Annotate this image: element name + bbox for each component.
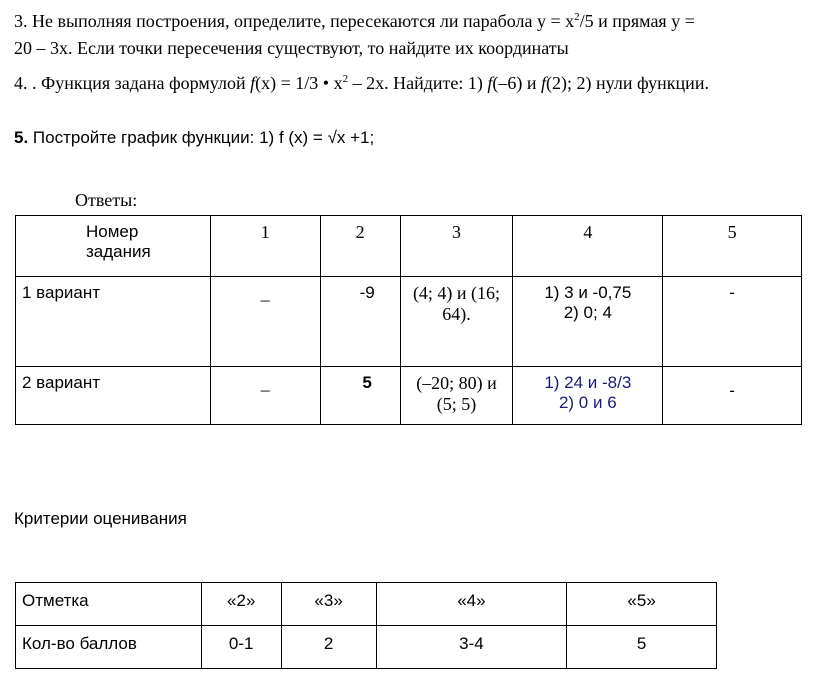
- answer-part-2: 2) 0; 4: [563, 303, 612, 322]
- answer-cell: -: [663, 277, 802, 367]
- answer-cell: (–20; 80) и (5; 5): [400, 367, 513, 425]
- task-4-text-b: (x) = 1/3 • x: [255, 73, 343, 93]
- header-task-number: Номер задания: [16, 216, 211, 277]
- criteria-header-grade: «5»: [567, 583, 717, 626]
- criteria-points-row: [16, 626, 717, 669]
- criteria-points-cell: 2: [281, 626, 376, 669]
- criteria-header-row: [16, 583, 717, 626]
- table-header-row: [16, 216, 802, 277]
- criteria-points-cell: 3-4: [376, 626, 567, 669]
- criteria-points-cell: 5: [567, 626, 717, 669]
- task-4-superscript: 2: [342, 73, 349, 85]
- table-row: [16, 367, 802, 425]
- task-4-func-f: f: [250, 73, 256, 93]
- task-4-func-f: f: [487, 73, 493, 93]
- header-col-1: 1: [210, 216, 320, 277]
- criteria-title: Критерии оценивания: [14, 509, 187, 528]
- row-label: 2 вариант: [16, 367, 211, 425]
- task-5-text: Постройте график функции: 1) f (x) = √x +1;: [28, 128, 375, 147]
- answer-cell: _: [210, 367, 320, 425]
- answer-part-1: 1) 24 и -8/3: [544, 373, 632, 392]
- task-3-line-2: 20 – 3x. Если точки пересечения существуют, то найдите их координаты: [14, 38, 569, 58]
- answer-cell: [513, 367, 663, 425]
- task-5: [14, 127, 374, 149]
- criteria-table: [15, 582, 717, 669]
- header-col-5: 5: [663, 216, 802, 277]
- task-3-text-b: /5 и прямая y =: [579, 11, 695, 31]
- task-4-text-c: – 2x. Найдите: 1): [348, 73, 488, 93]
- answer-cell: _: [210, 277, 320, 367]
- answer-cell: [513, 277, 663, 367]
- criteria-header-mark: Отметка: [16, 583, 202, 626]
- task-4: [14, 72, 709, 94]
- answers-table: [15, 215, 802, 425]
- row-label: 1 вариант: [16, 277, 211, 367]
- task-4-text-e: (2); 2) нули функции.: [546, 73, 709, 93]
- task-3-text-a: 3. Не выполняя построения, определите, пересекаются ли парабола y = x: [14, 11, 575, 31]
- criteria-header-grade: «3»: [281, 583, 376, 626]
- task-5-number: 5.: [14, 128, 29, 147]
- answer-part-1: 1) 3 и -0,75: [544, 283, 632, 302]
- answers-title: Ответы:: [75, 190, 138, 210]
- task-3-superscript: 2: [574, 11, 580, 23]
- header-col-4: 4: [513, 216, 663, 277]
- header-col-2: 2: [320, 216, 400, 277]
- criteria-header-grade: «2»: [201, 583, 281, 626]
- criteria-header-grade: «4»: [376, 583, 567, 626]
- task-3-line-1: [14, 10, 695, 32]
- table-row: [16, 277, 802, 367]
- header-col-3: 3: [400, 216, 513, 277]
- answer-cell: (4; 4) и (16; 64).: [400, 277, 513, 367]
- answer-cell: -9: [320, 277, 400, 367]
- criteria-points-cell: 0-1: [201, 626, 281, 669]
- answer-part-2: 2) 0 и 6: [558, 393, 617, 412]
- answer-cell: -: [663, 367, 802, 425]
- answer-cell: 5: [320, 367, 400, 425]
- task-4-text-a: 4. . Функция задана формулой: [14, 73, 251, 93]
- task-4-func-f: f: [541, 73, 547, 93]
- criteria-points-label: Кол-во баллов: [16, 626, 202, 669]
- task-4-text-d: (–6) и: [492, 73, 541, 93]
